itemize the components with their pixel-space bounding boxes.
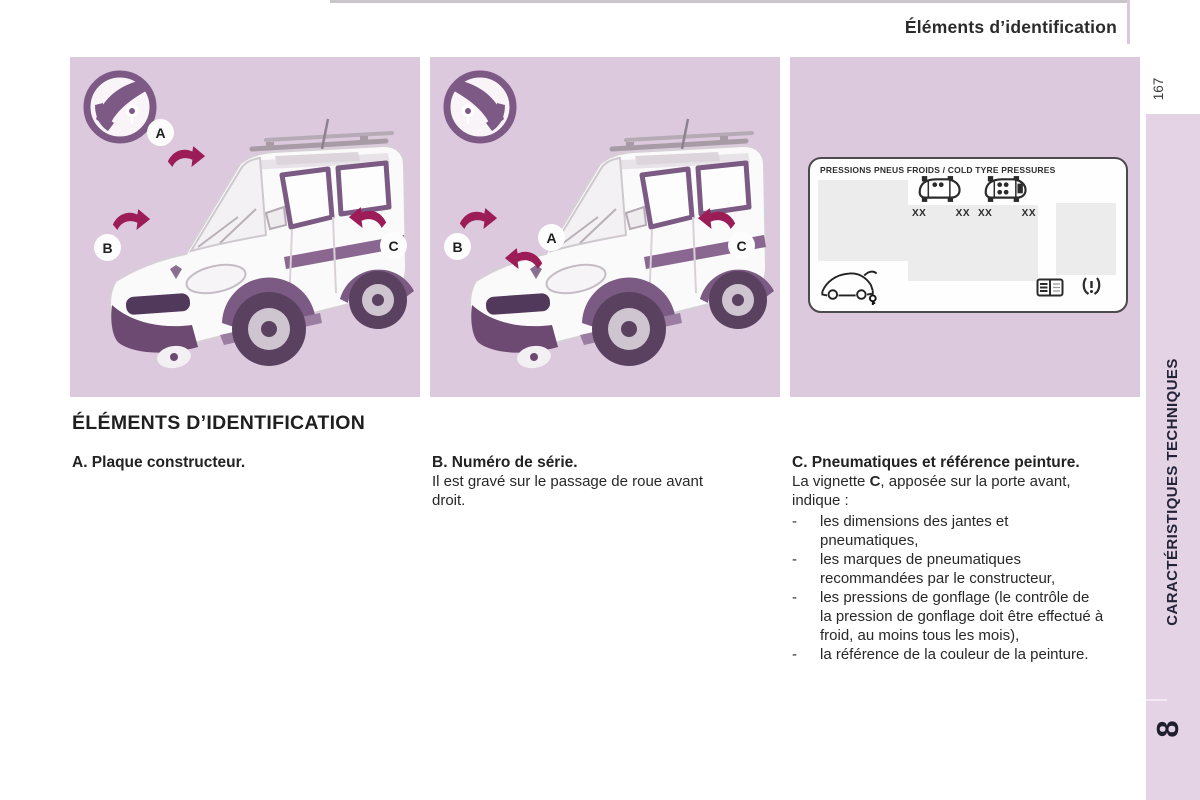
pressure-value: XX bbox=[912, 208, 927, 219]
car-with-key-icon bbox=[818, 265, 880, 305]
arrow-icon bbox=[111, 207, 151, 233]
loaded-car-icon bbox=[910, 175, 966, 203]
arrow-icon bbox=[697, 206, 737, 232]
illustration-panel-hood bbox=[430, 57, 780, 397]
pressure-value: XX bbox=[1021, 208, 1036, 219]
bullet-dash: - bbox=[792, 551, 797, 568]
intro-bold-ref: C bbox=[869, 473, 881, 490]
bullet-text: les marques de pneumatiques recommandées par le constructeur, bbox=[820, 551, 1056, 587]
handbook-icon bbox=[1036, 278, 1064, 297]
fully-loaded-car-icon bbox=[976, 175, 1032, 203]
arrow-icon bbox=[458, 206, 498, 232]
item-b-body: Il est gravé sur le passage de roue avant droit. bbox=[432, 473, 703, 509]
sticker-placeholder-area bbox=[1056, 203, 1116, 275]
arrow-icon bbox=[348, 205, 388, 231]
chapter-tab-label: CARACTÉRISTIQUES TECHNIQUES bbox=[1163, 358, 1181, 626]
bullet-dash: - bbox=[792, 513, 797, 530]
callout-a: A bbox=[147, 119, 174, 146]
item-a-title: A. Plaque constructeur. bbox=[72, 454, 246, 471]
list-item bbox=[792, 645, 1104, 664]
item-c-bullets bbox=[792, 512, 1104, 664]
arrow-icon bbox=[166, 144, 206, 170]
intro-text: La vignette bbox=[792, 473, 870, 490]
intro-text: , apposée sur la porte avant, indique : bbox=[792, 473, 1071, 509]
sticker-placeholder-area bbox=[818, 180, 908, 261]
list-item bbox=[792, 550, 1104, 588]
column-item-a bbox=[72, 453, 412, 472]
list-item bbox=[792, 512, 1104, 550]
callout-c: C bbox=[380, 232, 407, 259]
bullet-dash: - bbox=[792, 646, 797, 663]
pressure-values-rear bbox=[978, 208, 1036, 219]
callout-b: B bbox=[444, 233, 471, 260]
door-lock-key-icon bbox=[442, 69, 518, 145]
pressure-values-front bbox=[912, 208, 970, 219]
callout-c: C bbox=[728, 232, 755, 259]
arrow-icon bbox=[504, 246, 544, 272]
callout-a: A bbox=[538, 224, 565, 251]
item-c-title: C. Pneumatiques et référence peinture. bbox=[792, 454, 1080, 471]
callout-b: B bbox=[94, 234, 121, 261]
scan-artifact bbox=[330, 0, 1130, 3]
pressure-value: XX bbox=[955, 208, 970, 219]
illustration-panel-sticker bbox=[790, 57, 1140, 397]
tyre-pressure-sticker bbox=[808, 157, 1128, 313]
list-item bbox=[792, 588, 1104, 645]
page-number: 167 bbox=[1150, 77, 1166, 101]
section-heading: ÉLÉMENTS D’IDENTIFICATION bbox=[72, 412, 366, 434]
item-b-title: B. Numéro de série. bbox=[432, 454, 578, 471]
sticker-title: PRESSIONS PNEUS FROIDS / COLD TYRE PRESSURES bbox=[820, 165, 1056, 175]
bullet-text: les pressions de gonflage (le contrôle de la pression de gonflage doit être effectué à froid, au moins tous les mois), bbox=[820, 589, 1104, 644]
bullet-text: la référence de la couleur de la peinture. bbox=[820, 646, 1089, 663]
chapter-number: 8 bbox=[1150, 720, 1185, 738]
column-item-c bbox=[792, 453, 1104, 664]
illustration-panel-front bbox=[70, 57, 420, 397]
chapter-tab-separator bbox=[1146, 699, 1167, 701]
bullet-text: les dimensions des jantes et pneumatiques, bbox=[820, 513, 1009, 549]
bullet-dash: - bbox=[792, 589, 797, 606]
item-c-intro bbox=[792, 472, 1104, 510]
tpms-warning-icon bbox=[1080, 276, 1103, 297]
page-title: Éléments d’identification bbox=[904, 17, 1117, 37]
column-item-b bbox=[432, 453, 717, 510]
header-divider bbox=[1127, 0, 1130, 44]
pressure-value: XX bbox=[978, 208, 993, 219]
